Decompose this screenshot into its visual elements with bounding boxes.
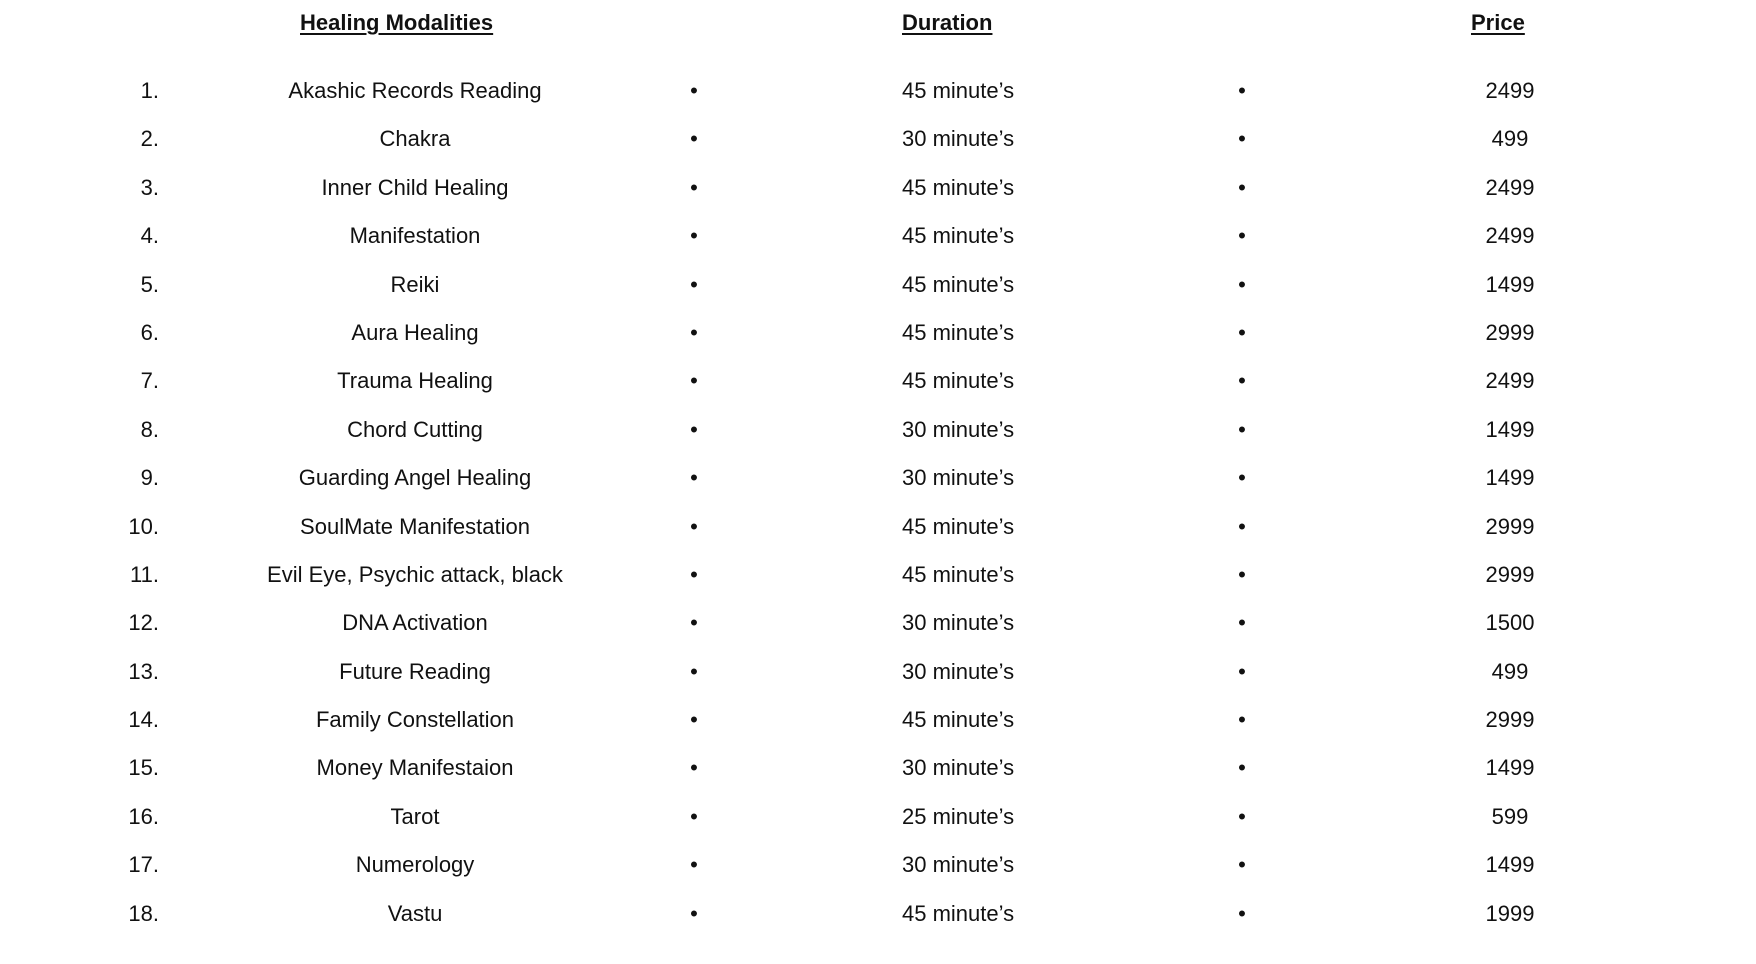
modality-name: Guarding Angel Healing: [298, 465, 532, 491]
bullet-icon: •: [690, 271, 698, 297]
list-item: [0, 599, 1756, 647]
bullet-icon: •: [690, 900, 698, 926]
modality-duration: 30 minute’s: [902, 658, 1015, 684]
bullet-icon: •: [1238, 174, 1246, 200]
list-item: [0, 115, 1756, 163]
modality-name: Tarot: [390, 803, 440, 829]
bullet-icon: •: [690, 561, 698, 587]
bullet-icon: •: [1238, 223, 1246, 249]
bullet-icon: •: [690, 223, 698, 249]
modality-price: 1499: [1485, 416, 1535, 442]
row-number: 1.: [140, 78, 159, 103]
modality-price: 499: [1491, 658, 1529, 684]
bullet-icon: •: [1238, 900, 1246, 926]
row-number: 9.: [140, 465, 159, 491]
modality-duration: 45 minute’s: [902, 368, 1015, 394]
list-item: [0, 67, 1756, 115]
modality-price: 2999: [1485, 707, 1535, 733]
bullet-icon: •: [1238, 707, 1246, 733]
modality-price: 2999: [1485, 319, 1535, 345]
bullet-icon: •: [1238, 78, 1246, 103]
modality-name: Inner Child Healing: [321, 174, 509, 200]
list-item: [0, 454, 1756, 502]
modality-name: Future Reading: [339, 658, 491, 684]
modality-duration: 30 minute’s: [902, 755, 1015, 781]
bullet-icon: •: [1238, 368, 1246, 394]
modality-price: 1499: [1485, 852, 1535, 878]
row-number: 6.: [140, 319, 159, 345]
modality-price: 1999: [1485, 900, 1535, 926]
row-number: 5.: [140, 271, 159, 297]
bullet-icon: •: [690, 126, 698, 152]
modality-price: 1500: [1485, 610, 1535, 636]
modality-name: Chakra: [379, 126, 451, 152]
list-item: [0, 406, 1756, 454]
modality-price: 599: [1491, 803, 1529, 829]
row-number: 18.: [128, 900, 159, 926]
row-number: 3.: [140, 174, 159, 200]
modality-name: Akashic Records Reading: [288, 78, 542, 103]
bullet-icon: •: [690, 319, 698, 345]
bullet-icon: •: [690, 658, 698, 684]
bullet-icon: •: [1238, 610, 1246, 636]
modality-duration: 45 minute’s: [902, 223, 1015, 249]
modality-duration: 45 minute’s: [902, 78, 1015, 103]
row-number: 8.: [140, 416, 159, 442]
modality-name: Chord Cutting: [347, 416, 483, 442]
modality-duration: 45 minute’s: [902, 513, 1015, 539]
bullet-icon: •: [1238, 561, 1246, 587]
bullet-icon: •: [1238, 513, 1246, 539]
modality-price: 499: [1491, 126, 1529, 152]
list-item: [0, 164, 1756, 212]
bullet-icon: •: [1238, 416, 1246, 442]
modality-price: 2999: [1485, 561, 1535, 587]
list-item: [0, 744, 1756, 792]
modality-price: 2499: [1485, 368, 1535, 394]
row-number: 17.: [128, 852, 159, 878]
bullet-icon: •: [1238, 658, 1246, 684]
row-number: 14.: [128, 707, 159, 733]
bullet-icon: •: [690, 78, 698, 103]
modality-price: 1499: [1485, 465, 1535, 491]
list-item: [0, 261, 1756, 309]
modality-duration: 45 minute’s: [902, 174, 1015, 200]
modality-name: Family Constellation: [315, 707, 515, 733]
modality-duration: 30 minute’s: [902, 416, 1015, 442]
modality-name: SoulMate Manifestation: [300, 513, 530, 539]
bullet-icon: •: [690, 852, 698, 878]
list-item: [0, 841, 1756, 889]
modality-duration: 30 minute’s: [902, 126, 1015, 152]
bullet-icon: •: [1238, 126, 1246, 152]
header-duration: Duration: [902, 10, 993, 35]
bullet-icon: •: [690, 610, 698, 636]
header-healing-modalities: Healing Modalities: [300, 10, 494, 35]
header-price: Price: [1471, 10, 1525, 35]
modality-duration: 45 minute’s: [902, 271, 1015, 297]
modality-name: Reiki: [390, 271, 440, 297]
modality-name: Evil Eye, Psychic attack, black: [267, 561, 563, 587]
row-number: 13.: [128, 658, 159, 684]
modality-duration: 30 minute’s: [902, 610, 1015, 636]
row-number: 10.: [128, 513, 159, 539]
bullet-icon: •: [1238, 465, 1246, 491]
list-item: [0, 503, 1756, 551]
modality-duration: 45 minute’s: [902, 707, 1015, 733]
bullet-icon: •: [1238, 852, 1246, 878]
bullet-icon: •: [1238, 803, 1246, 829]
modality-name: Manifestation: [349, 223, 481, 249]
bullet-icon: •: [1238, 755, 1246, 781]
bullet-icon: •: [690, 513, 698, 539]
modality-duration: 45 minute’s: [902, 900, 1015, 926]
list-item: [0, 696, 1756, 744]
bullet-icon: •: [690, 174, 698, 200]
bullet-icon: •: [690, 368, 698, 394]
modality-price: 1499: [1485, 271, 1535, 297]
row-number: 2.: [140, 126, 159, 152]
modality-price: 2499: [1485, 78, 1535, 103]
modality-name: Numerology: [355, 852, 475, 878]
modality-name: Vastu: [387, 900, 443, 926]
row-number: 15.: [128, 755, 159, 781]
row-number: 7.: [140, 368, 159, 394]
modality-duration: 30 minute’s: [902, 852, 1015, 878]
row-number: 16.: [128, 803, 159, 829]
modality-name: DNA Activation: [342, 610, 488, 636]
modality-name: Trauma Healing: [337, 368, 493, 394]
modality-price: 2499: [1485, 174, 1535, 200]
list-item: [0, 309, 1756, 357]
bullet-icon: •: [690, 416, 698, 442]
modalities-list: [0, 67, 1756, 938]
modality-duration: 45 minute’s: [902, 561, 1015, 587]
modality-duration: 30 minute’s: [902, 465, 1015, 491]
modality-price: 1499: [1485, 755, 1535, 781]
modality-price: 2499: [1485, 223, 1535, 249]
list-item: [0, 551, 1756, 599]
modality-duration: 45 minute’s: [902, 319, 1015, 345]
row-number: 12.: [128, 610, 159, 636]
modality-name: Money Manifestaion: [316, 755, 514, 781]
list-item: [0, 890, 1756, 938]
modality-name: Aura Healing: [351, 319, 479, 345]
bullet-icon: •: [1238, 271, 1246, 297]
bullet-icon: •: [690, 755, 698, 781]
modality-duration: 25 minute’s: [902, 803, 1015, 829]
list-item: [0, 793, 1756, 841]
list-item: [0, 357, 1756, 405]
bullet-icon: •: [1238, 319, 1246, 345]
bullet-icon: •: [690, 465, 698, 491]
row-number: 11.: [130, 561, 159, 587]
modality-price: 2999: [1485, 513, 1535, 539]
list-item: [0, 648, 1756, 696]
list-item: [0, 212, 1756, 260]
bullet-icon: •: [690, 707, 698, 733]
bullet-icon: •: [690, 803, 698, 829]
row-number: 4.: [140, 223, 159, 249]
